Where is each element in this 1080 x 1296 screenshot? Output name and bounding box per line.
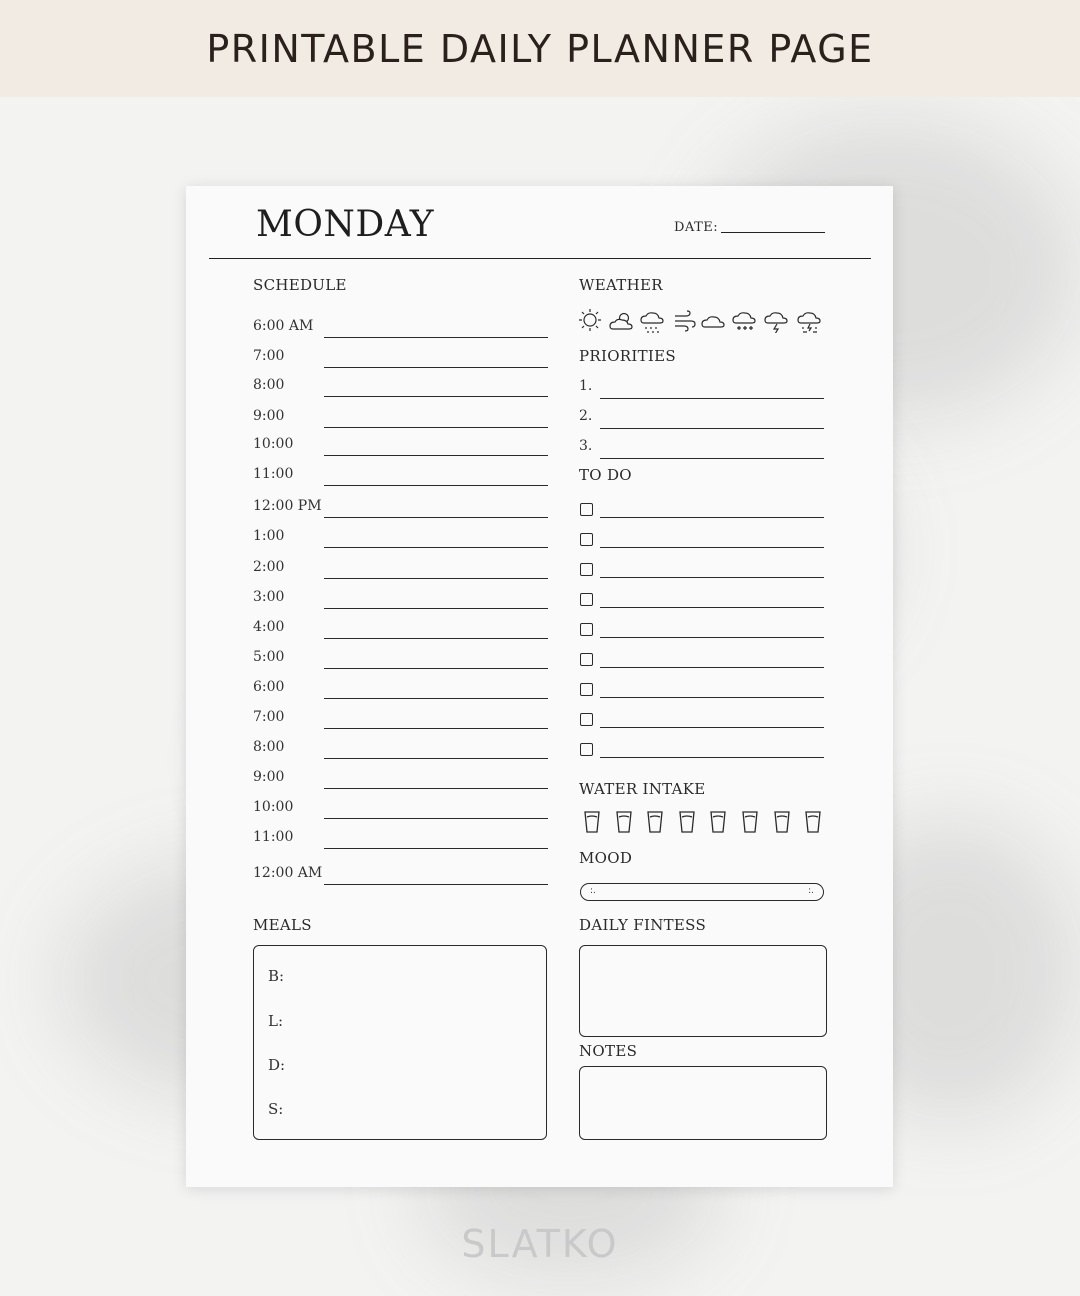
priorities-title: PRIORITIES — [579, 347, 676, 365]
todo-checkbox[interactable] — [580, 713, 593, 726]
mood-slider[interactable] — [580, 883, 824, 901]
schedule-line[interactable] — [324, 638, 548, 639]
weather-icons — [578, 307, 830, 333]
schedule-time-label: 11:00 — [253, 466, 294, 482]
banner — [0, 0, 1080, 97]
header-rule — [209, 258, 871, 259]
schedule-line[interactable] — [324, 758, 548, 759]
fitness-title: DAILY FINTESS — [579, 916, 707, 934]
schedule-line[interactable] — [324, 788, 548, 789]
schedule-line[interactable] — [324, 848, 548, 849]
todo-checkbox[interactable] — [580, 683, 593, 696]
todo-title: TO DO — [579, 466, 632, 484]
schedule-time-label: 10:00 — [253, 436, 294, 452]
rain-cloud-icon[interactable] — [641, 313, 663, 333]
schedule-time-label: 6:00 — [253, 679, 285, 695]
date-line[interactable] — [721, 232, 825, 233]
brand-logo: SLATKO — [461, 1222, 619, 1266]
schedule-line[interactable] — [324, 396, 548, 397]
schedule-line[interactable] — [324, 337, 548, 338]
schedule-time-label: 7:00 — [253, 709, 285, 725]
date-label: DATE: — [674, 220, 719, 235]
todo-checkbox[interactable] — [580, 533, 593, 546]
schedule-line[interactable] — [324, 367, 548, 368]
schedule-line[interactable] — [324, 698, 548, 699]
schedule-time-label: 7:00 — [253, 348, 285, 364]
water-glass-icon[interactable] — [805, 811, 821, 833]
water-glass-icon[interactable] — [742, 811, 758, 833]
water-glass-icon[interactable] — [584, 811, 600, 833]
schedule-time-label: 12:00 PM — [253, 498, 322, 514]
todo-line[interactable] — [600, 697, 824, 698]
todo-line[interactable] — [600, 577, 824, 578]
todo-checkbox[interactable] — [580, 743, 593, 756]
meals-title: MEALS — [253, 916, 312, 934]
schedule-time-label: 9:00 — [253, 769, 285, 785]
schedule-line[interactable] — [324, 608, 548, 609]
partly-cloudy-icon[interactable] — [610, 314, 632, 330]
thunder-cloud-icon[interactable] — [765, 313, 787, 333]
schedule-line[interactable] — [324, 427, 548, 428]
schedule-line[interactable] — [324, 485, 548, 486]
schedule-time-label: 10:00 — [253, 799, 294, 815]
schedule-time-label: 6:00 AM — [253, 318, 314, 334]
happy-face-icon: :. — [808, 886, 814, 896]
water-glass-icon[interactable] — [710, 811, 726, 833]
schedule-time-label: 8:00 — [253, 377, 285, 393]
storm-cloud-icon[interactable] — [798, 313, 820, 332]
weather-title: WEATHER — [579, 276, 663, 294]
schedule-line[interactable] — [324, 578, 548, 579]
schedule-line[interactable] — [324, 547, 548, 548]
todo-line[interactable] — [600, 637, 824, 638]
priority-line[interactable] — [600, 458, 824, 459]
priority-number: 2. — [579, 408, 593, 424]
notes-box[interactable] — [579, 1066, 827, 1140]
water-glass-icon[interactable] — [679, 811, 695, 833]
todo-line[interactable] — [600, 607, 824, 608]
schedule-line[interactable] — [324, 818, 548, 819]
priority-number: 3. — [579, 438, 593, 454]
todo-line[interactable] — [600, 727, 824, 728]
water-glass-icon[interactable] — [647, 811, 663, 833]
meal-label: S: — [268, 1100, 284, 1118]
meals-box[interactable] — [253, 945, 547, 1140]
banner-title: PRINTABLE DAILY PLANNER PAGE — [206, 26, 874, 71]
schedule-time-label: 11:00 — [253, 829, 294, 845]
snow-cloud-icon[interactable] — [733, 313, 755, 330]
todo-checkbox[interactable] — [580, 623, 593, 636]
notes-title: NOTES — [579, 1042, 638, 1060]
schedule-line[interactable] — [324, 884, 548, 885]
schedule-line[interactable] — [324, 668, 548, 669]
schedule-time-label: 12:00 AM — [253, 865, 323, 881]
todo-line[interactable] — [600, 757, 824, 758]
planner-page — [186, 186, 893, 1187]
todo-checkbox[interactable] — [580, 503, 593, 516]
schedule-time-label: 4:00 — [253, 619, 285, 635]
todo-line[interactable] — [600, 517, 824, 518]
mood-title: MOOD — [579, 849, 633, 867]
wind-icon[interactable] — [675, 311, 695, 331]
schedule-time-label: 5:00 — [253, 649, 285, 665]
schedule-time-label: 1:00 — [253, 528, 285, 544]
schedule-line[interactable] — [324, 517, 548, 518]
priority-line[interactable] — [600, 398, 824, 399]
todo-line[interactable] — [600, 547, 824, 548]
sun-icon[interactable] — [579, 309, 601, 331]
cloud-icon[interactable] — [702, 317, 724, 327]
todo-checkbox[interactable] — [580, 593, 593, 606]
meal-label: L: — [268, 1012, 284, 1030]
todo-checkbox[interactable] — [580, 653, 593, 666]
day-title: MONDAY — [256, 204, 435, 245]
schedule-time-label: 2:00 — [253, 559, 285, 575]
fitness-box[interactable] — [579, 945, 827, 1037]
todo-line[interactable] — [600, 667, 824, 668]
priority-line[interactable] — [600, 428, 824, 429]
schedule-line[interactable] — [324, 728, 548, 729]
schedule-time-label: 8:00 — [253, 739, 285, 755]
meal-label: D: — [268, 1056, 286, 1074]
meal-label: B: — [268, 967, 285, 985]
priority-number: 1. — [579, 378, 593, 394]
water-glass-icon[interactable] — [774, 811, 790, 833]
todo-checkbox[interactable] — [580, 563, 593, 576]
water-glass-icon[interactable] — [616, 811, 632, 833]
sad-face-icon: :. — [590, 886, 596, 896]
schedule-title: SCHEDULE — [253, 276, 347, 294]
schedule-line[interactable] — [324, 455, 548, 456]
schedule-time-label: 9:00 — [253, 408, 285, 424]
schedule-time-label: 3:00 — [253, 589, 285, 605]
water-title: WATER INTAKE — [579, 780, 706, 798]
